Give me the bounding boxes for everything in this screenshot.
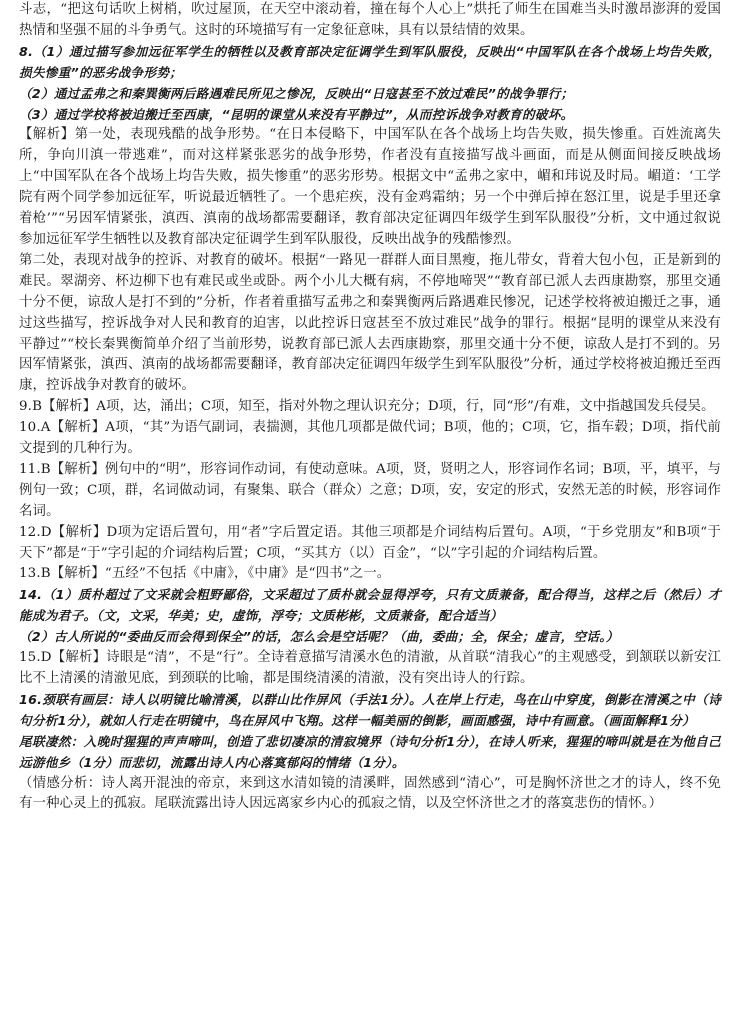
emotion-analysis: （情感分析：诗人离开混浊的帝京，来到这水清如镜的清溪畔，固然感到“清心”，可是胸怀济世之才的诗人，终不免有一种心灵上的孤寂。尾联流露出诗人因远离家乡内心的孤寂之情，以及空怀济世之才的落寞悲伤的情怀。） [19, 775, 721, 812]
answer-12: 12.D【解析】D项为定语后置句，用“者”字后置定语。其他三项都是介词结构后置句。A项，“于乡党朋友”和B项“于天下”都是“于”字引起的介词结构后置；C项，“买其方（以）百金”，“以”字引起的介词结构后置。 [19, 524, 721, 561]
answer-10: 10.A【解析】A项，“其”为语气副词，表揣测，其他几项都是做代词；B项，他的；C项，它，指车毂；D项，指代前文提到的几种行为。 [19, 420, 721, 457]
answer-8-3: （3）通过学校将被迫搬迁至西康，“昆明的课堂从来没有平静过”，从而控诉战争对教育的破坏。 [19, 106, 574, 122]
answer-15: 15.D【解析】诗眼是“清”，不是“行”。全诗着意描写清溪水色的清澈，从首联“清我心”的主观感受，到颔联以新安江比不上清溪的清澈见底，到颈联的比喻，都是围绕清溪的清澈，没有突出诗人的行踪。 [19, 650, 721, 686]
answer-11: 11.B【解析】例句中的“明”，形容词作动词，有使动意味。A项，贤，贤明之人，形容词作名词；B项，平，填平，与例句一致；C项，群，名词做动词，有聚集、联合（群众）之意；D项，安，安定的形式，安然无恙的时候，形容词作名词。 [19, 461, 721, 519]
answer-16-part-1: 16.颈联有画层：诗人以明镜比喻清溪，以群山比作屏风（手法1分）。人在岸上行走，鸟在山中穿度，倒影在清溪之中（诗句分析1分），就如人行走在明镜中，鸟在屏风中飞翔。这样一幅美丽的倒影，画面感强，诗中有画意。（画面解释1分） [19, 691, 721, 728]
analysis-8-part-2: 第二处，表现对战争的控诉、对教育的破坏。根据“一路见一群群人面目黑瘦，拖儿带女，背着大包小包，正是新到的难民。翠湖旁、杯边柳下也有难民或坐或卧。两个小儿大概有病，不停地啼哭”“教育部已派人去西康勘察，那里交通十分不便，谅敌人是打不到的”分析，作者着重描写孟弗之和秦巽衡两后路遇难民惨况，记述学校将被迫搬迁之事，通过这些描写，控诉战争对人民和教育的迫害，以此控诉日寇甚至不放过难民”战争的罪行。根据“昆明的课堂从来没有平静过”“校长秦巽衡简单介绍了当前形势，说教育部已派人去西康勘察，那里交通十分不便，谅敌人是打不到的。另因军情紧张，滇西、滇南的战场都需要翻译，教育部决定征调四年级学生到军队服役”分析，通过学校将被迫搬迁至西康，控诉战争对教育的破坏。 [19, 252, 721, 394]
answer-key-page [19, 0, 721, 815]
analysis-8-part-1: 【解析】第一处，表现残酷的战争形势。“在日本侵略下，中国军队在各个战场上均告失败，损失惨重。百姓流离失所，争向川滇一带逃难”，而对这样紧张恶劣的战争形势，作者没有直接描写战斗画面，而是从侧面间接反映战场上“中国军队在各个战场上均告失败，损失惨重”的恶劣形势。根据文中“孟弗之家中，嵋和玮说及时局。嵋道：‘工学院有两个同学参加远征军，听说最近牺牲了。一个患疟疾，没有金鸡霜纳；另一个中弹后掉在怒江里，说是手里还拿着枪’”“另因军情紧张，滇西、滇南的战场都需要翻译，教育部决定征调四年级学生到军队服役”分析，文中通过叙说参加远征军学生牺牲以及教育部决定征调学生到军队服役，反映出战争的残酷惨烈。 [19, 127, 721, 247]
answer-14-2: （2）古人所说的“委曲反而会得到保全”的话，怎么会是空话呢？（曲，委曲；全，保全；虚言，空话。） [19, 629, 619, 645]
answer-13: 13.B【解析】“五经”不包括《中庸》，《中庸》是“四书”之一。 [19, 566, 391, 582]
answer-14-1: 14.（1）质朴超过了文采就会粗野鄙俗，文采超过了质朴就会显得浮夸，只有文质兼备，配合得当，这样之后（然后）才能成为君子。（文，文采，华美；史，虚饰，浮夸；文质彬彬，文质兼备，配合适当） [19, 587, 721, 624]
answer-16-part-2: 尾联凄然：入晚时猩猩的声声啼叫，创造了悲切凄凉的清寂境界（诗句分析1分），在诗人听来，猩猩的啼叫就是在为他自己远游他乡（1分）而悲切，流露出诗人内心落寞郁闷的情绪（1分）。 [19, 733, 721, 770]
answer-8-1: 8.（1）通过描写参加远征军学生的牺牲以及教育部决定征调学生到军队服役，反映出“中国军队在各个战场上均告失败，损失惨重”的恶劣战争形势； [19, 43, 721, 80]
answer-8-2: （2）通过孟弗之和秦巽衡两后路遇难民所见之惨况，反映出“日寇甚至不放过难民”的战争罪行； [19, 85, 574, 101]
answer-9: 9.B【解析】A项，达，涌出；C项，知至，指对外物之理认识充分；D项，行，同“形”/有难，文中指越国发兵侵吴。 [19, 399, 715, 415]
paragraph-1: 斗志，“把这句话吹上树梢，吹过屋顶，在天空中滚动着，撞在每个人心上”烘托了师生在国难当头时激昂澎湃的爱国热情和坚强不屈的斗争勇气。这时的环境描写有一定象征意味，具有以景结情的效果。 [19, 2, 721, 38]
